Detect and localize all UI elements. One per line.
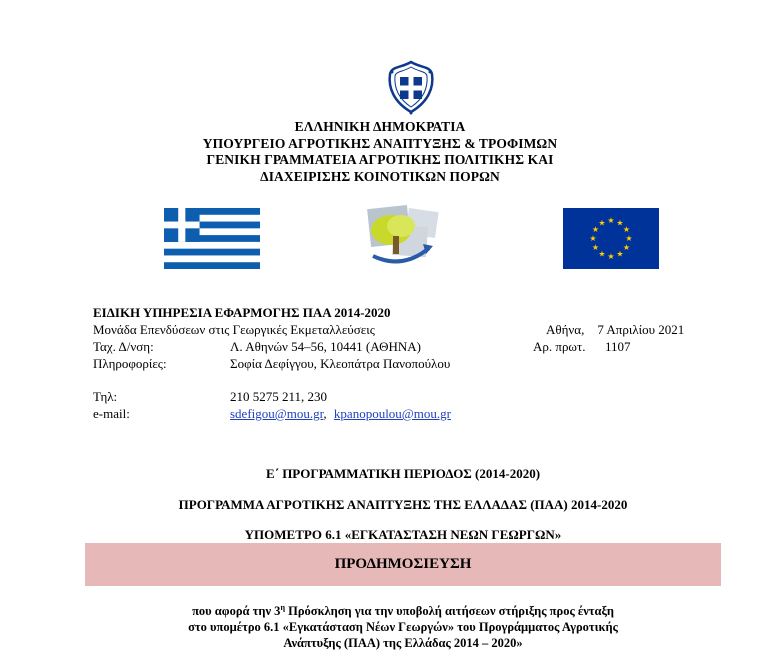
svg-text:★: ★ (622, 225, 631, 234)
email-label: e-mail: (93, 406, 130, 421)
intro-line-1 (85, 600, 721, 619)
rural-development-logo-icon (363, 204, 445, 268)
svg-text:★: ★ (591, 225, 600, 234)
submeasure-title: ΥΠΟΜΕΤΡΟ 6.1 «ΕΓΚΑΤΑΣΤΑΣΗ ΝΕΩΝ ΓΕΩΡΓΩΝ» (244, 527, 562, 542)
intro-line-1-start: που αφορά την 3 (192, 604, 281, 619)
banner-title: ΠΡΟΔΗΜΟΣΙΕΥΣΗ (334, 556, 472, 572)
protocol-label: Αρ. πρωτ. (533, 339, 586, 354)
svg-text:★: ★ (598, 218, 606, 228)
email-values (230, 406, 451, 422)
agency-name: ΕΙΔΙΚΗ ΥΠΗΡΕΣΙΑ ΕΦΑΡΜΟΓΗΣ ΠΑΑ 2014-2020 (93, 305, 391, 320)
pre-announcement-banner (85, 543, 721, 586)
svg-text:★: ★ (625, 234, 633, 243)
unit-name: Μονάδα Επενδύσεων στις Γεωργικές Εκμεταλλεύσεις (93, 322, 375, 337)
coat-of-arms-icon (386, 60, 436, 115)
header-line-republic: ΕΛΛΗΝΙΚΗ ΔΗΜΟΚΡΑΤΙΑ (294, 119, 466, 134)
svg-text:★: ★ (616, 218, 624, 228)
address-label: Ταχ. Δ/νση: (93, 339, 154, 354)
info-value: Σοφία Δεφίγγου, Κλεοπάτρα Πανοπούλου (230, 356, 451, 371)
intro-line-1-end: Πρόσκληση για την υποβολή αιτήσεων στήριξης προς ένταξη (284, 604, 614, 619)
intro-line-3: Ανάπτυξης (ΠΑΑ) της Ελλάδας 2014 – 2020» (283, 636, 523, 651)
header-line-ministry: ΥΠΟΥΡΓΕΙΟ ΑΓΡΟΤΙΚΗΣ ΑΝΑΠΤΥΞΗΣ & ΤΡΟΦΙΜΩΝ (202, 135, 558, 151)
header-line-secretariat: ΓΕΝΙΚΗ ΓΡΑΜΜΑΤΕΙΑ ΑΓΡΟΤΙΚΗΣ ΠΟΛΙΤΙΚΗΣ ΚΑΙ (206, 152, 554, 167)
email-link-panopoulou[interactable]: kpanopoulou@mou.gr (333, 406, 451, 421)
svg-text:★: ★ (607, 216, 615, 225)
programme-title: ΠΡΟΓΡΑΜΜΑ ΑΓΡΟΤΙΚΗΣ ΑΝΑΠΤΥΞΗΣ ΤΗΣ ΕΛΛΑΔΑΣ (ΠΑΑ) 2014-2020 (178, 497, 628, 512)
protocol-number: 1107 (605, 339, 631, 354)
info-label: Πληροφορίες: (93, 356, 167, 371)
header-line-resources: ΔΙΑΧΕΙΡΙΣΗΣ ΚΟΙΝΟΤΙΚΩΝ ΠΟΡΩΝ (260, 168, 500, 184)
phone-label: Τηλ: (93, 389, 118, 404)
email-link-defigou[interactable]: sdefigou@mou.gr (230, 406, 324, 421)
intro-ordinal-sup: η (280, 603, 285, 612)
intro-paragraph (85, 600, 721, 651)
address-value: Λ. Αθηνών 54–56, 10441 (ΑΘΗΝΑ) (230, 339, 422, 354)
svg-text:★: ★ (591, 243, 600, 252)
svg-text:★: ★ (622, 243, 631, 252)
eu-flag-icon (563, 208, 659, 269)
intro-line-2: στο υπομέτρο 6.1 «Εγκατάσταση Νέων Γεωργών» του Προγράμματος Αγροτικής (188, 620, 618, 635)
place-date: Αθήνα, 7 Απριλίου 2021 (546, 322, 685, 337)
svg-text:★: ★ (598, 249, 606, 259)
email-separator: , (323, 406, 327, 421)
programming-period-title: Ε΄ ΠΡΟΓΡΑΜΜΑΤΙΚΗ ΠΕΡΙΟΔΟΣ (2014-2020) (265, 466, 541, 481)
svg-text:★: ★ (589, 234, 597, 243)
greek-flag-icon (164, 208, 260, 269)
svg-text:★: ★ (616, 249, 624, 259)
ministry-header (150, 119, 610, 185)
svg-text:★: ★ (607, 252, 615, 261)
phone-value: 210 5275 211, 230 (230, 389, 328, 404)
